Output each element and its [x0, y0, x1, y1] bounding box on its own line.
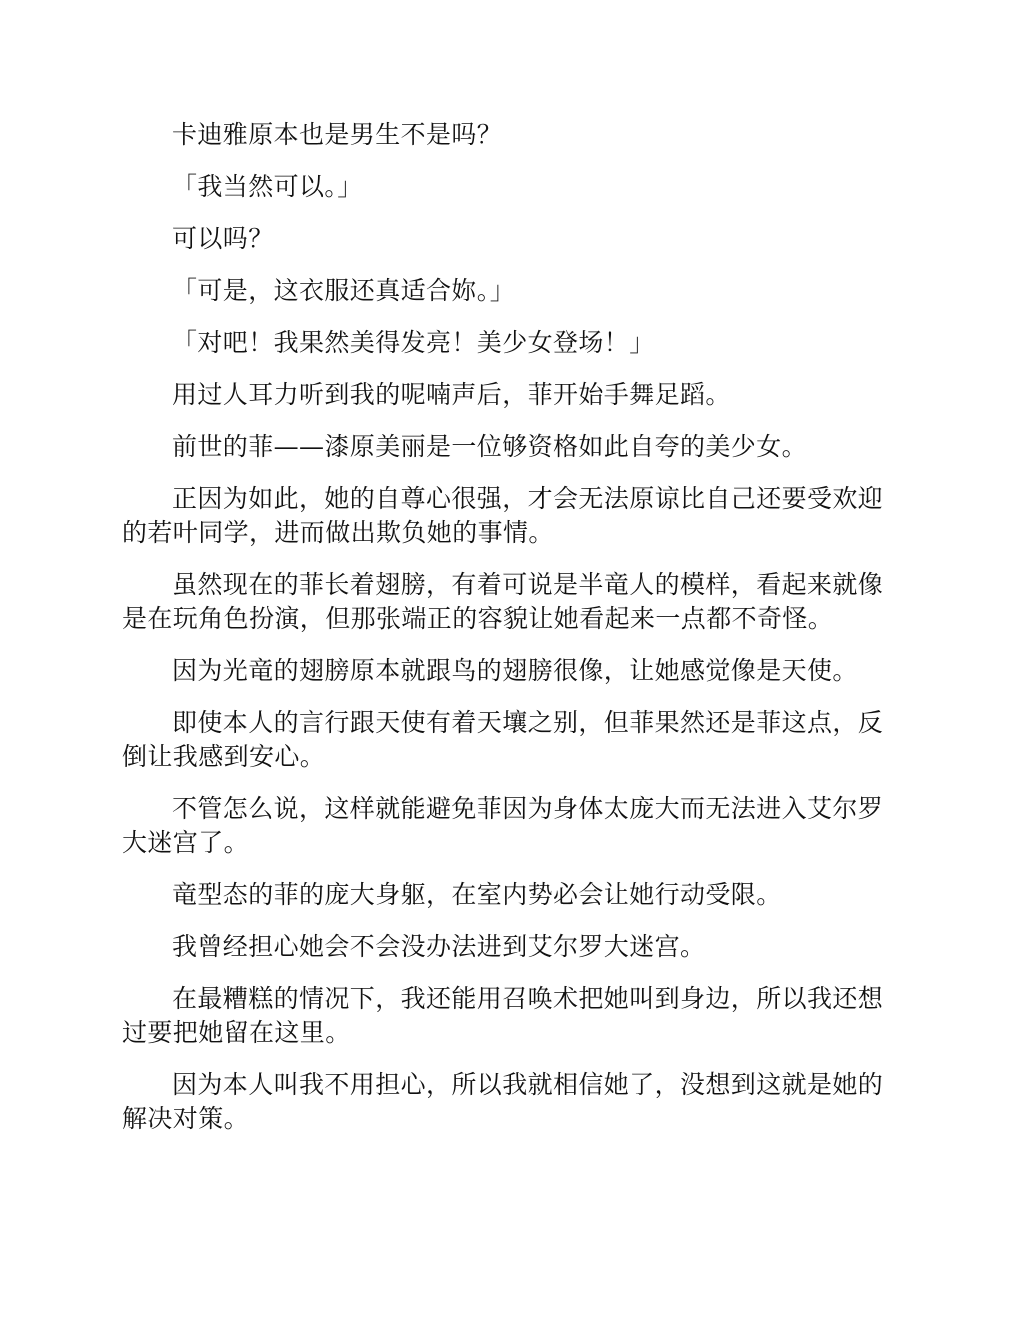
document-page [122, 118, 902, 1154]
paragraph-12: 不管怎么说，这样就能避免菲因为身体太庞大而无法进入艾尔罗大迷宫了。 [122, 794, 884, 857]
paragraph-3: 可以吗？ [172, 224, 274, 253]
paragraph-11: 即使本人的言行跟天使有着天壤之别，但菲果然还是菲这点，反倒让我感到安心。 [122, 708, 884, 771]
paragraph-1: 卡迪雅原本也是男生不是吗？ [172, 120, 503, 149]
paragraph-9: 虽然现在的菲长着翅膀，有着可说是半竜人的模样，看起来就像是在玩角色扮演，但那张端正的容貌让她看起来一点都不奇怪。 [122, 570, 884, 633]
paragraph-5: 「对吧！我果然美得发亮！美少女登场！」 [172, 328, 655, 357]
paragraph-10: 因为光竜的翅膀原本就跟鸟的翅膀很像，让她感觉像是天使。 [172, 656, 858, 685]
paragraph-14: 我曾经担心她会不会没办法进到艾尔罗大迷宫。 [172, 932, 706, 961]
paragraph-8: 正因为如此，她的自尊心很强，才会无法原谅比自己还要受欢迎的若叶同学，进而做出欺负她的事情。 [122, 484, 884, 547]
paragraph-16: 因为本人叫我不用担心，所以我就相信她了，没想到这就是她的解决对策。 [122, 1070, 884, 1133]
paragraph-2: 「我当然可以。」 [172, 172, 363, 201]
paragraph-15: 在最糟糕的情况下，我还能用召唤术把她叫到身边，所以我还想过要把她留在这里。 [122, 984, 884, 1047]
paragraph-6: 用过人耳力听到我的呢喃声后，菲开始手舞足蹈。 [172, 380, 731, 409]
paragraph-7: 前世的菲——漆原美丽是一位够资格如此自夸的美少女。 [172, 432, 808, 461]
paragraph-13: 竜型态的菲的庞大身躯，在室内势必会让她行动受限。 [172, 880, 782, 909]
paragraph-4: 「可是，这衣服还真适合妳。」 [172, 276, 516, 305]
